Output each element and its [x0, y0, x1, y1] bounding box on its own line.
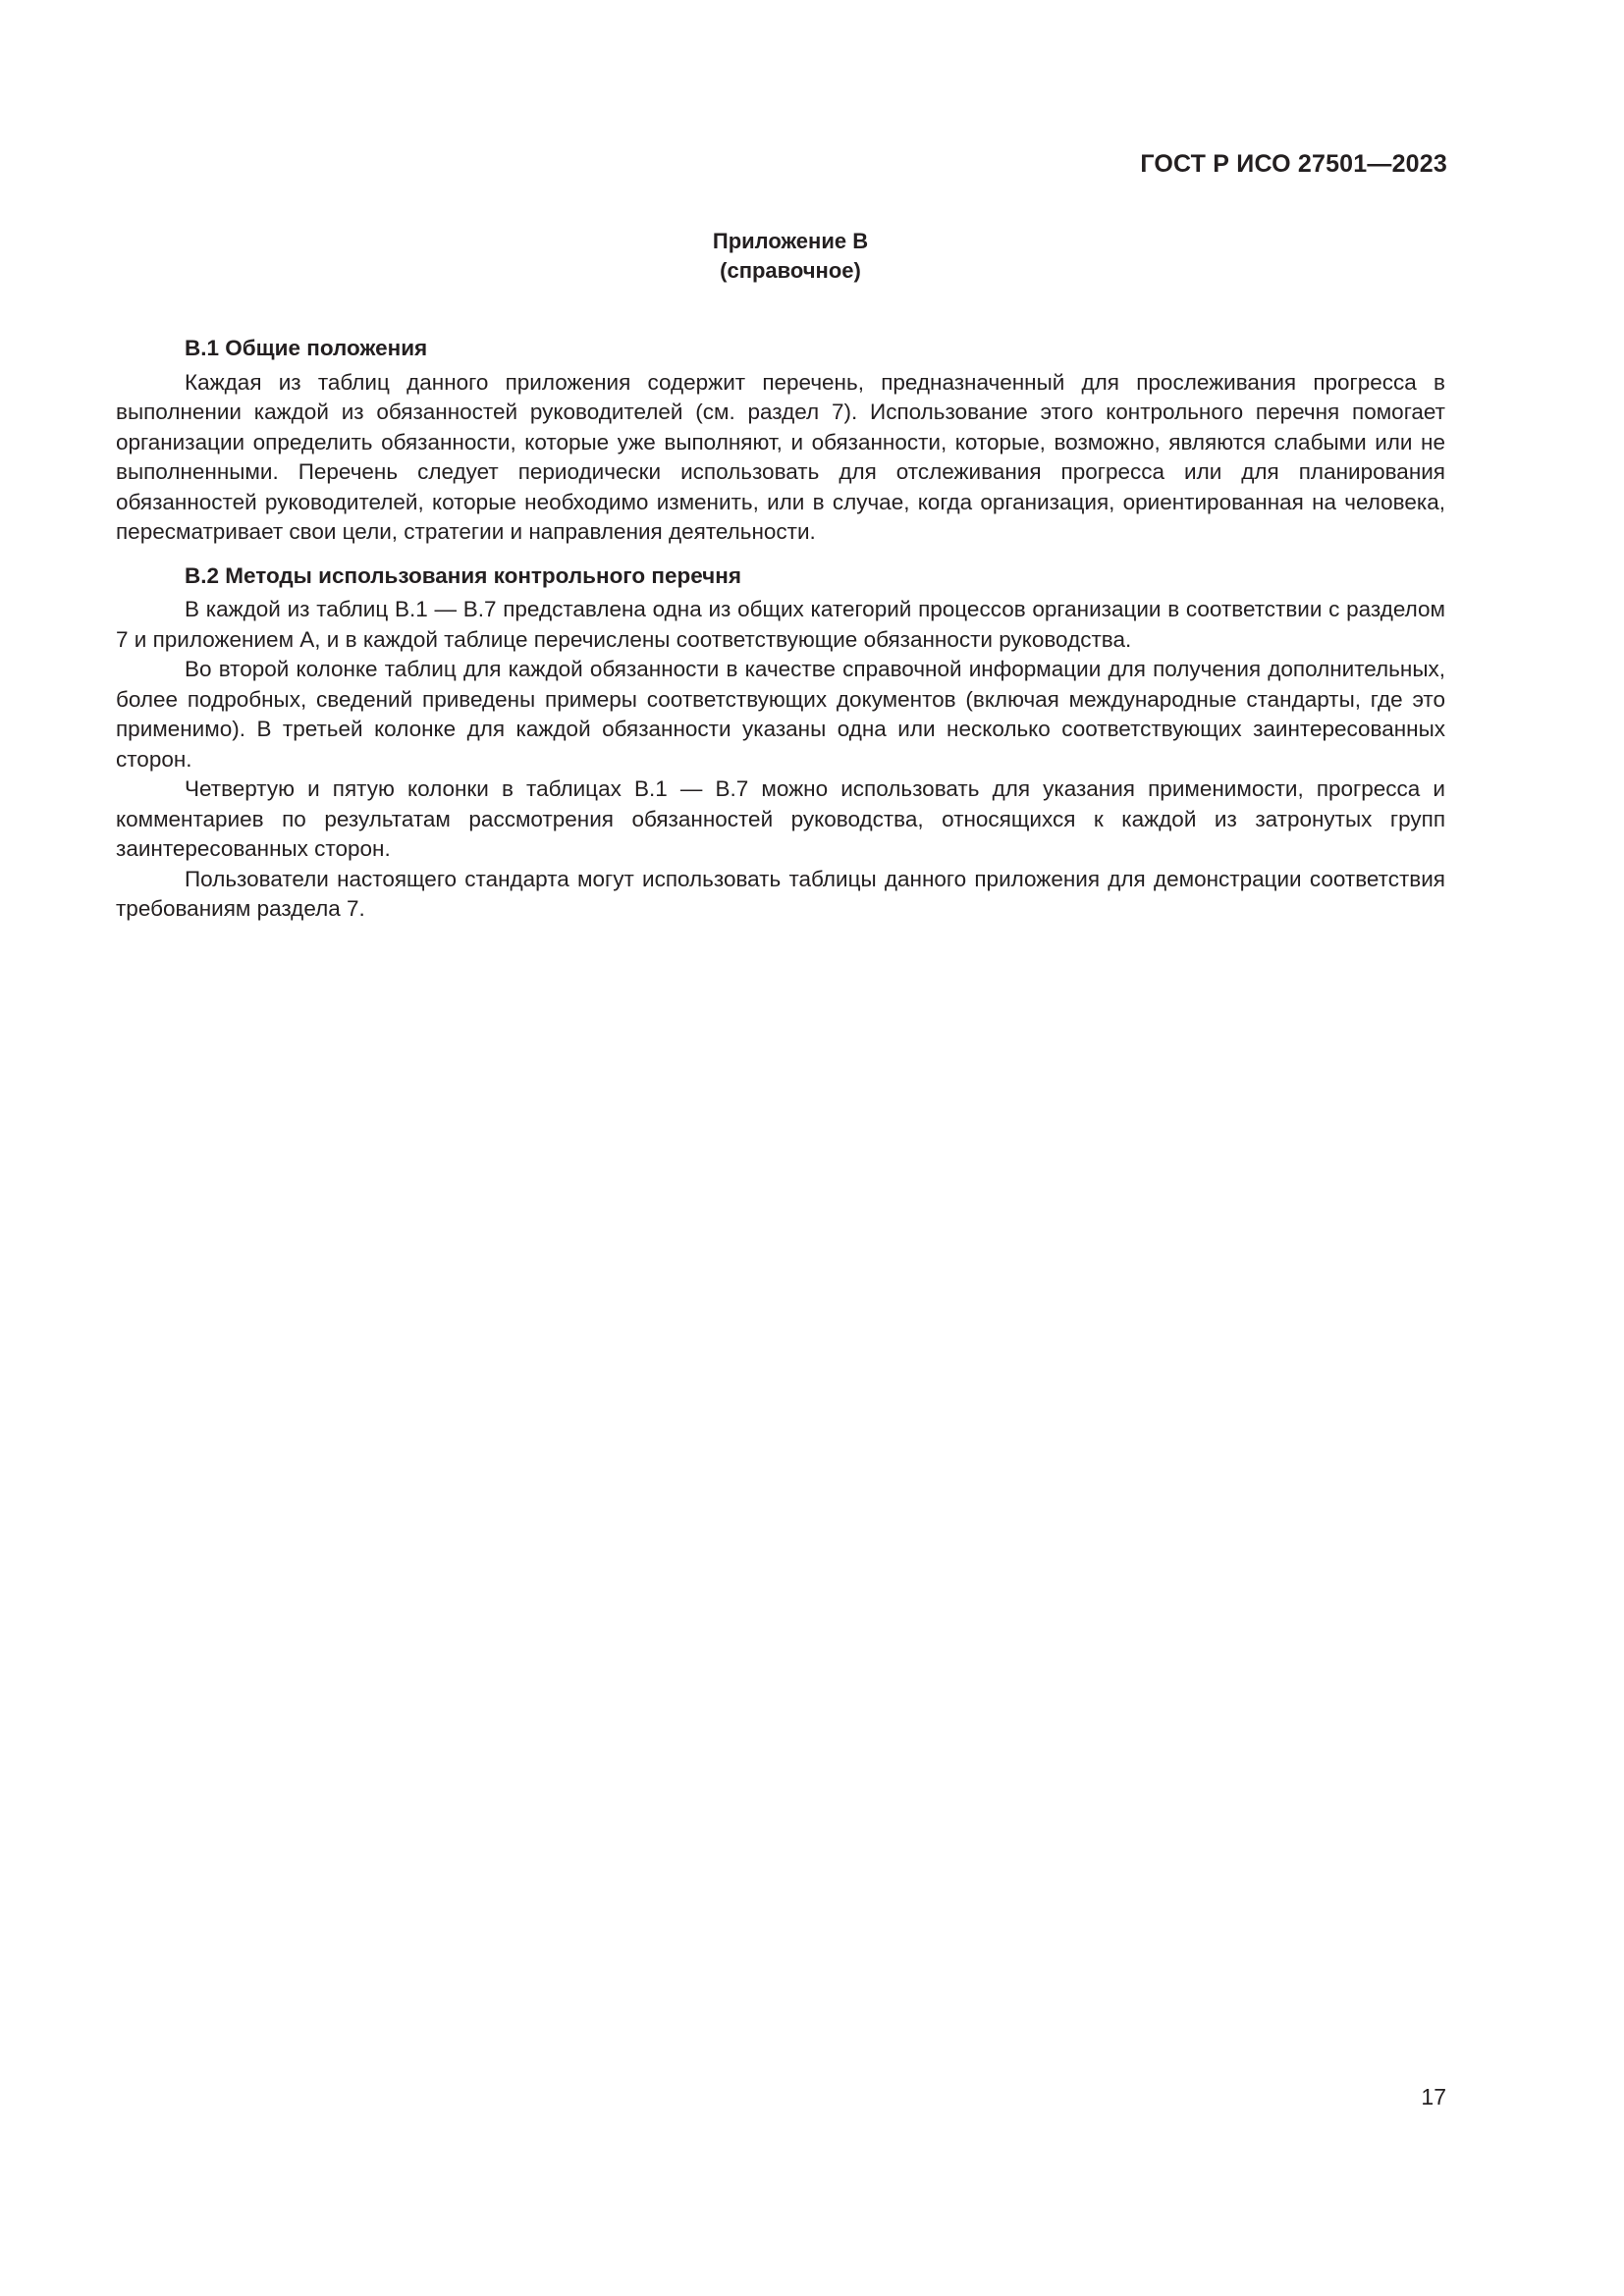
paragraph: Пользователи настоящего стандарта могут использовать таблицы данного приложения для демонстрации соответствия требованиям раздела 7.	[116, 866, 1445, 921]
section-title-b1: В.1 Общие положения	[185, 336, 428, 360]
appendix-title: Приложение В	[712, 229, 869, 253]
section-spacer	[116, 548, 1445, 561]
paragraph: Четвертую и пятую колонки в таблицах В.1 — В.7 можно использовать для указания применимости, прогресса и комментариев по результатам рассмотрения обязанностей руководства, относящихся к каждой из затронутых групп заинтересованных сторон.	[116, 776, 1445, 861]
document-body	[116, 334, 1445, 925]
appendix-heading	[0, 227, 1581, 286]
document-id-header: ГОСТ Р ИСО 27501—2023	[1140, 150, 1447, 178]
section-title-b2: В.2 Методы использования контрольного перечня	[185, 562, 741, 588]
paragraph: Каждая из таблиц данного приложения содержит перечень, предназначенный для прослеживания прогресса в выполнении каждой из обязанностей руководителей (см. раздел 7). Использование этого контрольного перечня помогает организации определить обязанности, которые уже выполняют, и обязанности, которые, возможно, являются слабыми или не выполненными. Перечень следует периодически использовать для отслеживания прогресса или для планирования обязанностей руководителей, которые необходимо изменить, или в случае, когда организация, ориентированная на человека, пересматривает свои цели, стратегии и направления деятельности.	[116, 369, 1445, 544]
page-number: 17	[1421, 2084, 1446, 2109]
appendix-subtitle: (справочное)	[720, 258, 861, 283]
paragraph: Во второй колонке таблиц для каждой обязанности в качестве справочной информации для получения дополнительных, более подробных, сведений приведены примеры соответствующих документов (включая международные стандарты, где это применимо). В третьей колонке для каждой обязанности указаны одна или несколько соответствующих заинтересованных сторон.	[116, 657, 1445, 772]
paragraph: В каждой из таблиц В.1 — В.7 представлена одна из общих категорий процессов организации в соответствии с разделом 7 и приложением А, и в каждой таблице перечислены соответствующие обязанности руководства.	[116, 597, 1445, 652]
